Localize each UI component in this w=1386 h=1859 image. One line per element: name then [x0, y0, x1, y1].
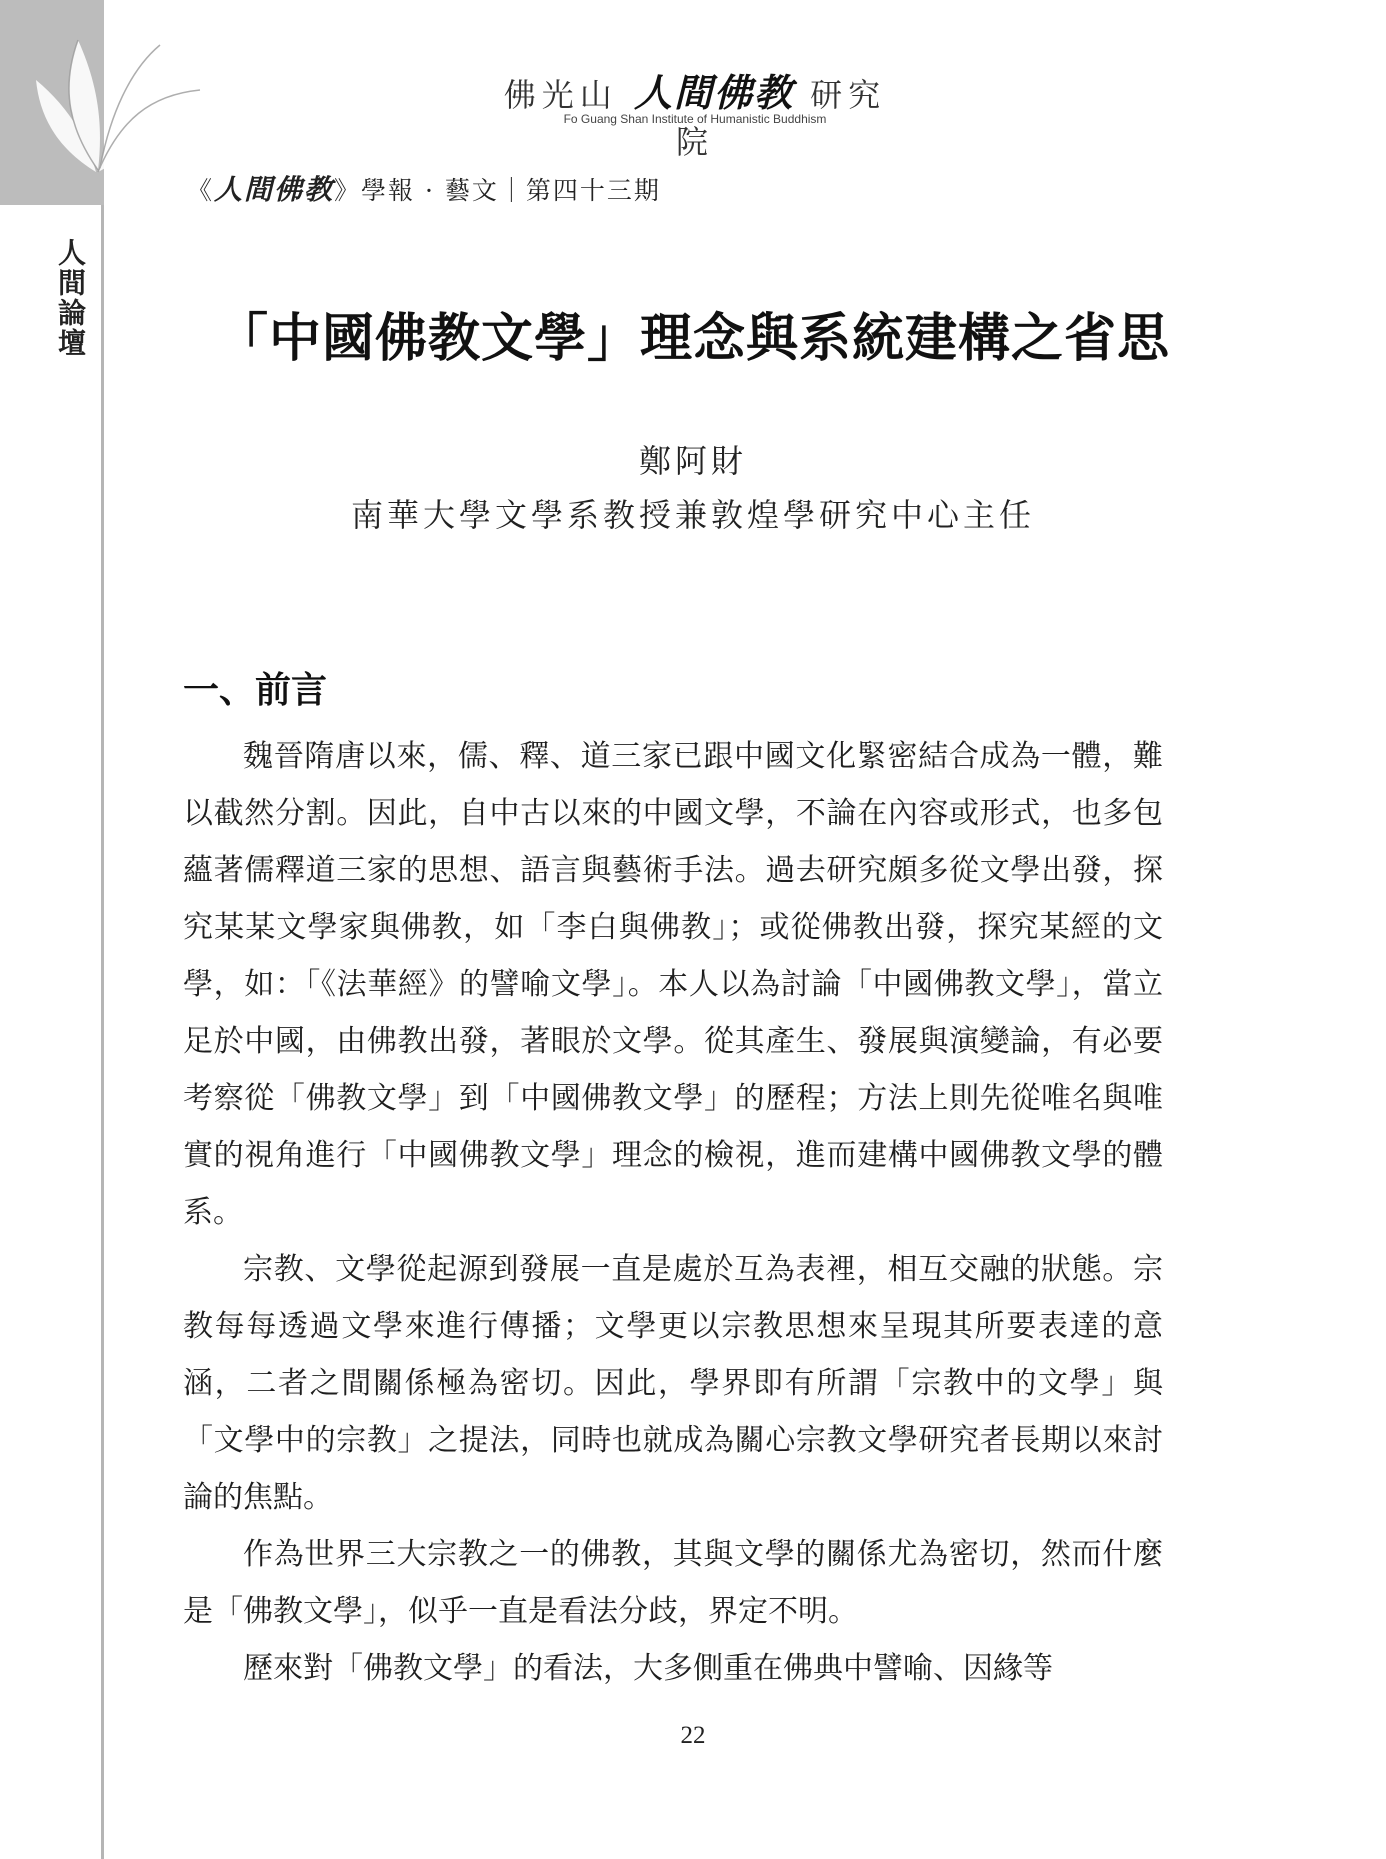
institute-name-left: 佛光山	[503, 76, 618, 114]
institute-name-brand: 人間佛教	[633, 70, 794, 115]
left-margin-rule	[101, 205, 104, 1859]
author-affiliation: 南華大學文學系教授兼敦煌學研究中心主任	[350, 496, 1035, 534]
paragraph: 歷來對「佛教文學」的看法，大多側重在佛典中譬喻、因緣等	[243, 1651, 1053, 1686]
journal-rest: 》學報 · 藝文｜第四十三期	[334, 176, 661, 205]
page-number: 22	[680, 1722, 706, 1749]
journal-bracket-open: 《	[187, 176, 215, 205]
article-title: 「中國佛教文學」理念與系統建構之省思	[215, 309, 1170, 369]
section-heading: 一、前言	[183, 670, 328, 711]
institute-name-right: 研究院	[675, 76, 887, 161]
paragraph: 魏晉隋唐以來，儒、釋、道三家已跟中國文化緊密結合成為一體，難以截然分割。因此，自中古以來的中國文學，不論在內容或形式，也多包蘊著儒釋道三家的思想、語言與藝術手法。過去研究頗多從文學出發，探究某某文學家與佛教，如「李白與佛教」；或從佛教出發，探究某經的文學，如：「《法華經》的譬喻文學」。本人以為討論「中國佛教文學」，當立足於中國，由佛教出發，著眼於文學。從其產生、發展與演變論，有必要考察從「佛教文學」到「中國佛教文學」的歷程；方法上則先從唯名與唯實的視角進行「中國佛教文學」理念的檢視，進而建構中國佛教文學的體系。	[183, 739, 1163, 1230]
journal-brand: 人間佛教	[214, 173, 335, 206]
article-author: 鄭阿財	[638, 442, 747, 480]
paragraph: 宗教、文學從起源到發展一直是處於互為表裡，相互交融的狀態。宗教每每透過文學來進行傳播；文學更以宗教思想來呈現其所要表達的意涵，二者之間關係極為密切。因此，學界即有所謂「宗教中的文學」與「文學中的宗教」之提法，同時也就成為關心宗教文學研究者長期以來討論的焦點。	[183, 1252, 1163, 1515]
institute-english-name: Fo Guang Shan Institute of Humanistic Buddhism	[563, 112, 827, 126]
body-text	[183, 728, 1163, 1697]
journal-issue-line	[187, 168, 661, 208]
side-section-label: 人間論壇	[54, 238, 87, 358]
paragraph: 作為世界三大宗教之一的佛教，其與文學的關係尤為密切，然而什麼是「佛教文學」，似乎一直是看法分歧，界定不明。	[183, 1537, 1163, 1629]
